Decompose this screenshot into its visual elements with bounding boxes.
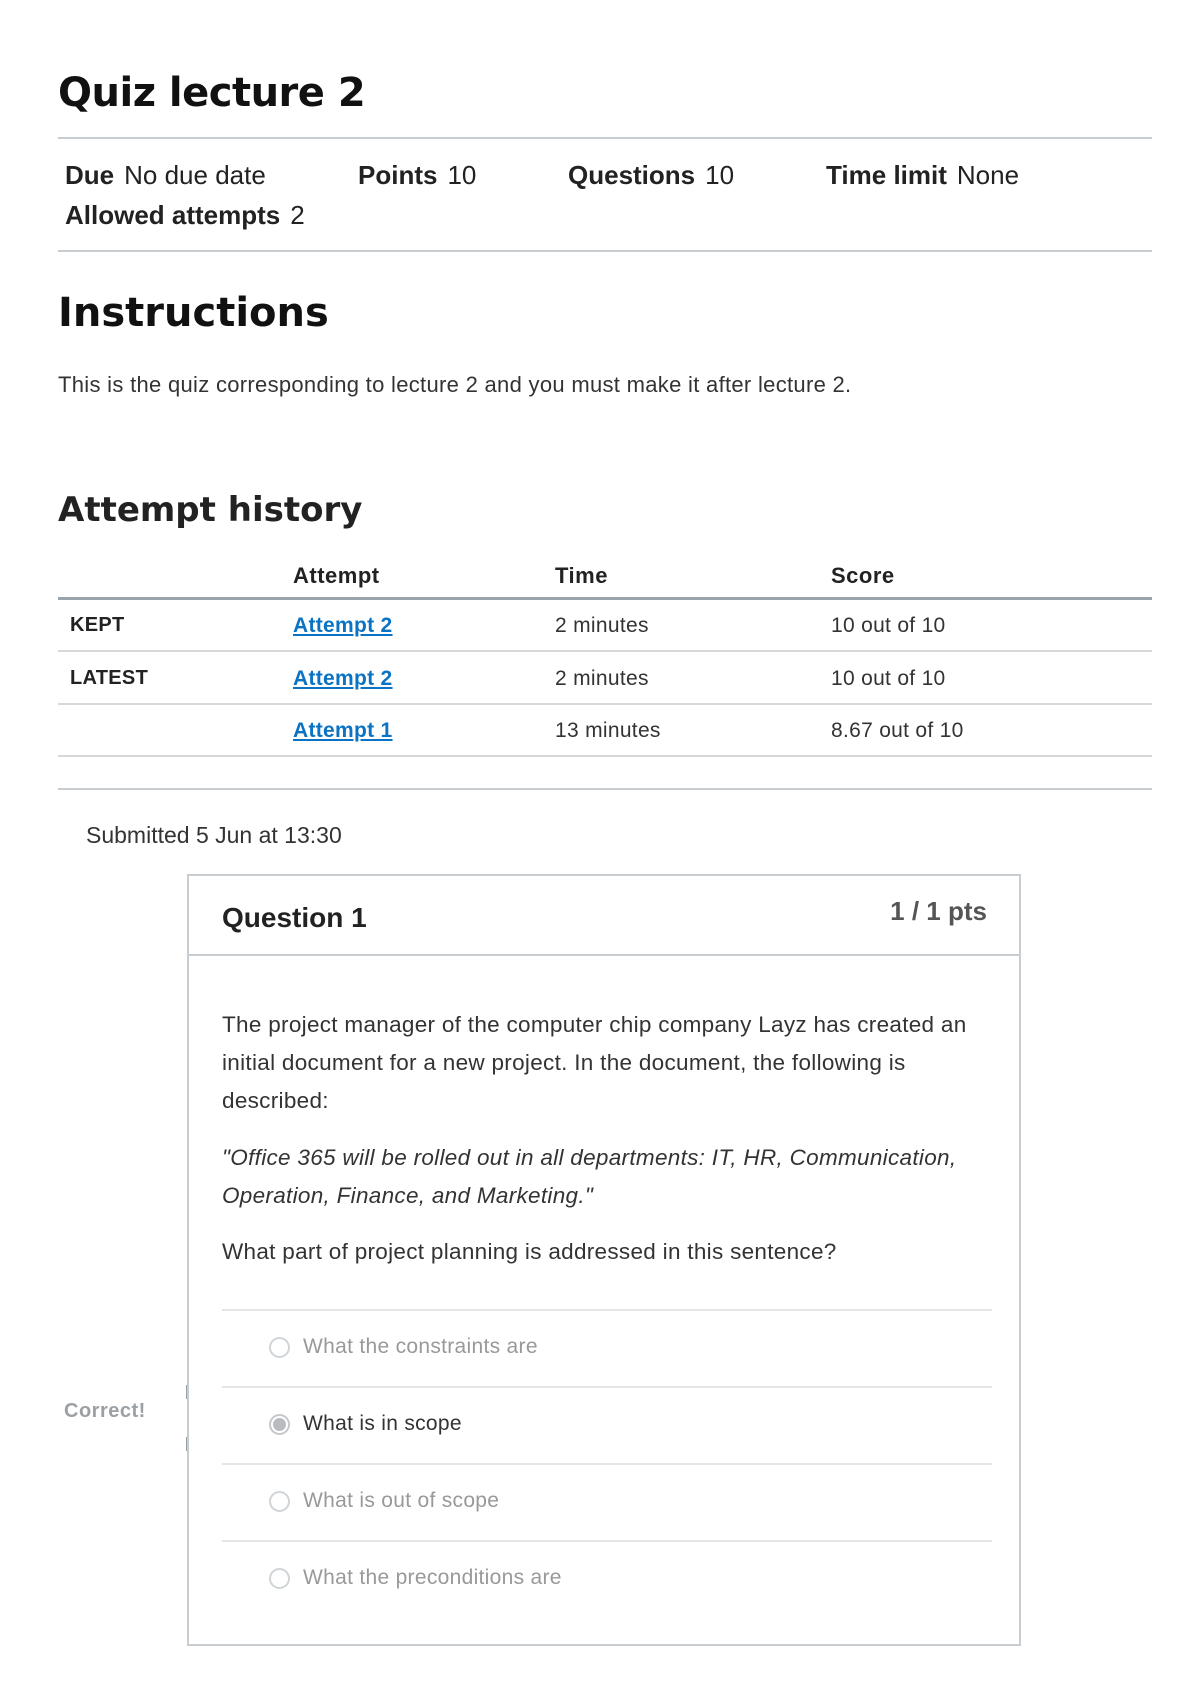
- attempt-link[interactable]: Attempt 2: [293, 614, 393, 637]
- attempt-score: 10 out of 10: [831, 667, 946, 690]
- attempt-history-heading: Attempt history: [58, 490, 363, 530]
- answer-option[interactable]: What is out of scope: [303, 1489, 500, 1512]
- answer-radio[interactable]: [269, 1491, 290, 1512]
- answer-option[interactable]: What the preconditions are: [303, 1566, 562, 1589]
- attempt-tag-kept: KEPT: [70, 614, 125, 636]
- question-header: [189, 876, 1019, 956]
- question-points: 1 / 1 pts: [890, 896, 987, 926]
- divider: [58, 250, 1152, 252]
- meta-allowed-attempts: Allowed attempts 2: [65, 200, 305, 230]
- answer-option[interactable]: What the constraints are: [303, 1335, 538, 1358]
- column-header-score: Score: [831, 563, 895, 588]
- question-quote: "Office 365 will be rolled out in all departments: IT, HR, Communication, Operation, Finance, and Marketing.": [222, 1145, 957, 1208]
- row-divider: [58, 703, 1152, 705]
- attempt-time: 2 minutes: [555, 614, 649, 637]
- answer-radio-selected[interactable]: [269, 1414, 290, 1435]
- row-divider: [58, 755, 1152, 757]
- answer-divider: [222, 1309, 992, 1311]
- divider: [58, 137, 1152, 139]
- attempt-link[interactable]: Attempt 1: [293, 719, 393, 742]
- question-prompt: What part of project planning is addressed in this sentence?: [222, 1239, 837, 1264]
- meta-questions: Questions 10: [568, 160, 735, 190]
- column-header-time: Time: [555, 563, 608, 588]
- submission-time: Submitted 5 Jun at 13:30: [86, 822, 342, 848]
- instructions-text: This is the quiz corresponding to lecture 2 and you must make it after lecture 2.: [58, 372, 852, 397]
- attempt-score: 10 out of 10: [831, 614, 946, 637]
- divider: [58, 788, 1152, 790]
- table-header-rule: [58, 597, 1152, 600]
- answer-divider: [222, 1386, 992, 1388]
- attempt-score: 8.67 out of 10: [831, 719, 964, 742]
- question-title: Question 1: [222, 902, 367, 933]
- instructions-heading: Instructions: [58, 290, 329, 336]
- answer-option-selected[interactable]: What is in scope: [303, 1412, 462, 1435]
- attempt-time: 13 minutes: [555, 719, 661, 742]
- correct-answer-flag: Correct!: [64, 1400, 146, 1422]
- meta-time-limit: Time limit None: [826, 160, 1020, 190]
- answer-radio[interactable]: [269, 1568, 290, 1589]
- meta-due: Due No due date: [65, 160, 266, 190]
- attempt-tag-latest: LATEST: [70, 667, 149, 689]
- meta-points: Points 10: [358, 160, 477, 190]
- attempt-time: 2 minutes: [555, 667, 649, 690]
- answer-divider: [222, 1463, 992, 1465]
- question-intro: The project manager of the computer chip company Layz has created an initial document for a new project. In the document, the following is described:: [222, 1012, 967, 1113]
- attempt-link[interactable]: Attempt 2: [293, 667, 393, 690]
- page-title: Quiz lecture 2: [58, 70, 366, 116]
- row-divider: [58, 650, 1152, 652]
- question-card: [187, 874, 1021, 1646]
- column-header-attempt: Attempt: [293, 563, 380, 588]
- answer-radio[interactable]: [269, 1337, 290, 1358]
- answer-divider: [222, 1540, 992, 1542]
